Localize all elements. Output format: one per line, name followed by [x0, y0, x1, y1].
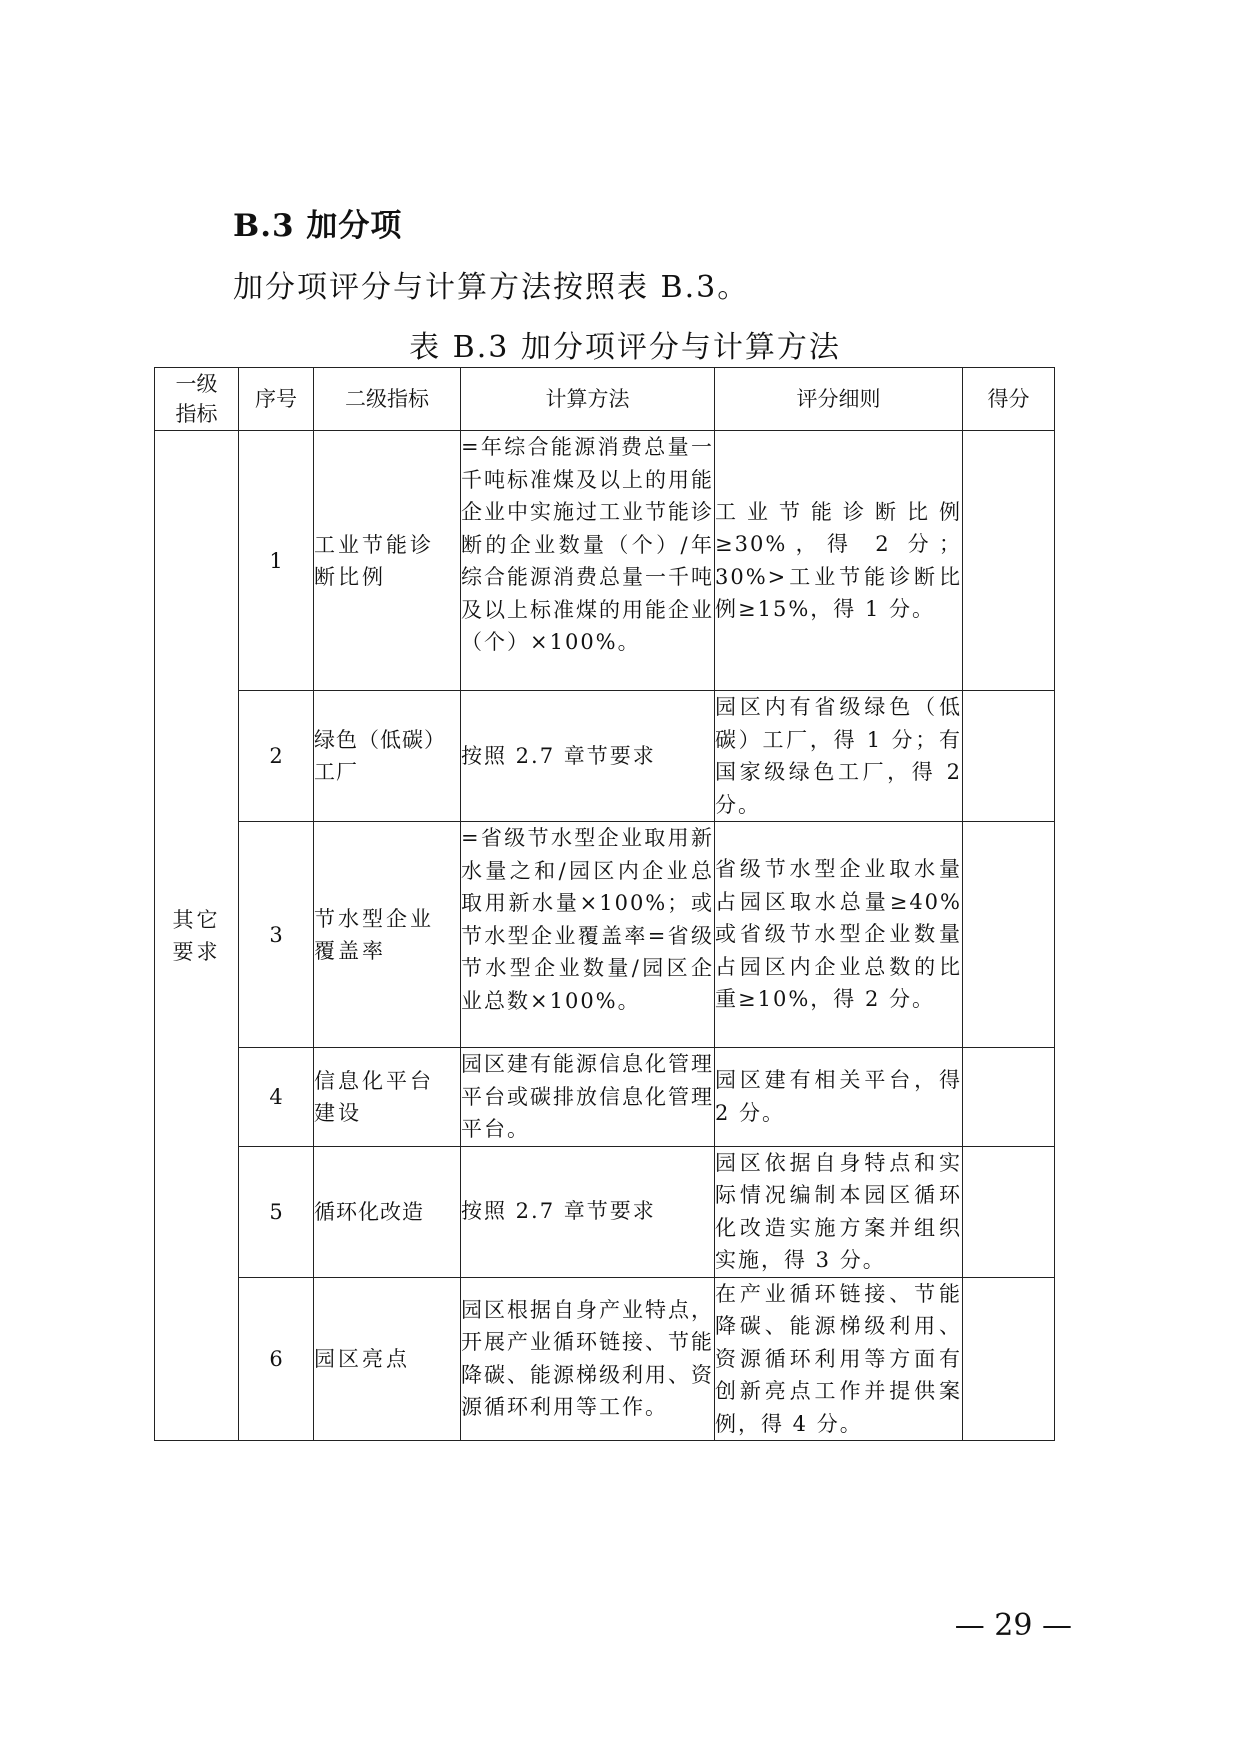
row-number: 5	[239, 1146, 314, 1277]
method-text: 按照 2.7 章节要求	[461, 691, 715, 822]
indicator-name: 循环化改造	[314, 1146, 461, 1277]
header-calculation-method: 计算方法	[461, 368, 715, 431]
indicator-name: 节水型企业 覆盖率	[314, 822, 461, 1048]
indicator-name: 工业节能诊 断比例	[314, 431, 461, 691]
score-cell	[963, 691, 1055, 822]
rule-text: 园区依据自身特点和实际情况编制本园区循环化改造实施方案并组织实施，得 3 分。	[715, 1146, 963, 1277]
scoring-table	[154, 367, 1055, 1441]
score-cell	[963, 822, 1055, 1048]
method-text: 园区根据自身产业特点，开展产业循环链接、节能降碳、能源梯级利用、资源循环利用等工作。	[461, 1277, 715, 1441]
table-row	[155, 1146, 1055, 1277]
score-cell	[963, 1146, 1055, 1277]
header-level1-indicator: 一级 指标	[155, 368, 239, 431]
section-heading: B.3 加分项	[233, 208, 403, 244]
table-row	[155, 691, 1055, 822]
row-number: 2	[239, 691, 314, 822]
header-level2-indicator: 二级指标	[314, 368, 461, 431]
rule-text: 园区建有相关平台，得 2 分。	[715, 1048, 963, 1147]
table-caption: 表 B.3 加分项评分与计算方法	[409, 330, 841, 365]
indicator-name: 绿色（低碳） 工厂	[314, 691, 461, 822]
indicator-name: 信息化平台 建设	[314, 1048, 461, 1147]
table-row	[155, 431, 1055, 691]
method-text: =年综合能源消费总量一千吨标准煤及以上的用能企业中实施过工业节能诊断的企业数量（个）/年综合能源消费总量一千吨及以上标准煤的用能企业（个）×100%。	[461, 431, 715, 691]
rule-text: 工业节能诊断比例≥30%，得 2 分；30%>工业节能诊断比例≥15%，得 1 分。	[715, 431, 963, 691]
row-number: 3	[239, 822, 314, 1048]
row-number: 1	[239, 431, 314, 691]
header-scoring-rules: 评分细则	[715, 368, 963, 431]
header-serial-number: 序号	[239, 368, 314, 431]
header-score: 得分	[963, 368, 1055, 431]
score-cell	[963, 1048, 1055, 1147]
score-cell	[963, 431, 1055, 691]
indicator-name: 园区亮点	[314, 1277, 461, 1441]
category-cell: 其它 要求	[155, 431, 239, 1441]
rule-text: 在产业循环链接、节能降碳、能源梯级利用、资源循环利用等方面有创新亮点工作并提供案例，得 4 分。	[715, 1277, 963, 1441]
rule-text: 省级节水型企业取水量占园区取水总量≥40%或省级节水型企业数量占园区内企业总数的比重≥10%，得 2 分。	[715, 822, 963, 1048]
intro-paragraph: 加分项评分与计算方法按照表 B.3。	[233, 270, 750, 305]
method-text: 园区建有能源信息化管理平台或碳排放信息化管理平台。	[461, 1048, 715, 1147]
rule-text: 园区内有省级绿色（低碳）工厂，得 1 分；有国家级绿色工厂，得 2 分。	[715, 691, 963, 822]
method-text: 按照 2.7 章节要求	[461, 1146, 715, 1277]
table-header-row	[155, 368, 1055, 431]
table-row	[155, 1048, 1055, 1147]
row-number: 6	[239, 1277, 314, 1441]
table-row	[155, 822, 1055, 1048]
score-cell	[963, 1277, 1055, 1441]
method-text: =省级节水型企业取用新水量之和/园区内企业总取用新水量×100%；或节水型企业覆盖率=省级节水型企业数量/园区企业总数×100%。	[461, 822, 715, 1048]
page-number: — 29 —	[954, 1608, 1072, 1643]
row-number: 4	[239, 1048, 314, 1147]
table-row	[155, 1277, 1055, 1441]
